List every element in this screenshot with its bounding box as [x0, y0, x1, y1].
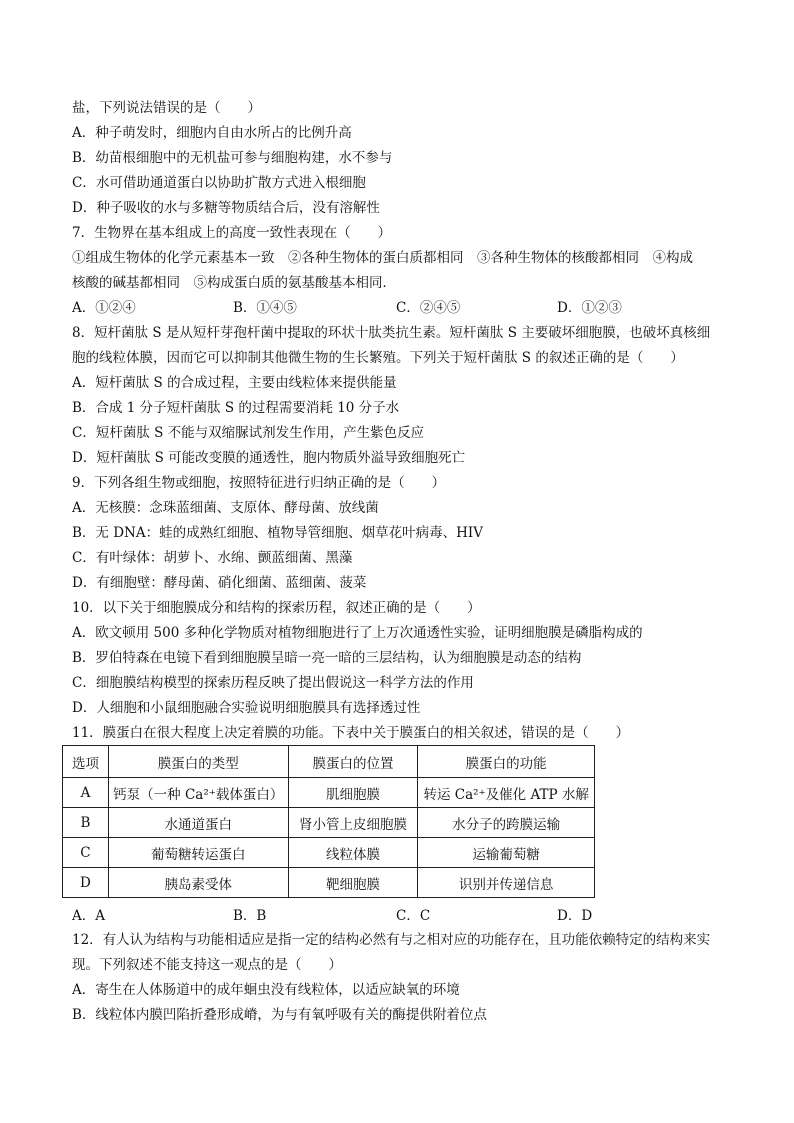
q8-option-c: C．短杆菌肽 S 不能与双缩脲试剂发生作用，产生紫色反应 — [72, 425, 425, 441]
q10-option-a: A．欧文顿用 500 多种化学物质对植物细胞进行了上万次通透性实验，证明细胞膜是磷脂构成的 — [72, 625, 643, 641]
q7-option-b: B．①④⑤ — [233, 300, 297, 316]
q7-stem: 7．生物界在基本组成上的高度一致性表现在（ ） — [72, 225, 392, 241]
q9-stem: 9．下列各组生物或细胞，按照特征进行归纳正确的是（ ） — [72, 475, 446, 491]
q7-option-d: D．①②③ — [557, 300, 622, 316]
q12-stem-2: 现。下列叙述不能支持这一观点的是（ ） — [72, 957, 342, 973]
q12-option-a: A．寄生在人体肠道中的成年蛔虫没有线粒体，以适应缺氧的环境 — [72, 982, 460, 998]
table-header-cell: 膜蛋白的位置 — [288, 746, 418, 778]
q6-option-b: B．幼苗根细胞中的无机盐可参与细胞构建，水不参与 — [72, 150, 393, 166]
q9-option-d: D．有细胞壁：酵母菌、硝化细菌、蓝细菌、菠菜 — [72, 575, 367, 591]
q10-stem: 10．以下关于细胞膜成分和结构的探索历程，叙述正确的是（ ） — [72, 600, 481, 616]
table-cell: 钙泵（一种 Ca²⁺载体蛋白） — [108, 778, 288, 808]
q8-option-b: B．合成 1 分子短杆菌肽 S 的过程需要消耗 10 分子水 — [72, 400, 400, 416]
q11-option-c: C．C — [396, 908, 431, 924]
q7-option-c: C．②④⑤ — [396, 300, 461, 316]
table-cell: 水通道蛋白 — [108, 808, 288, 838]
table-cell: 葡萄糖转运蛋白 — [108, 838, 288, 868]
q7-statements-1: ①组成生物体的化学元素基本一致 ②各种生物体的蛋白质都相同 ③各种生物体的核酸都相同 ④构成 — [72, 250, 693, 266]
table-header-cell: 选项 — [63, 746, 109, 778]
q8-stem-1: 8．短杆菌肽 S 是从短杆芽孢杆菌中提取的环状十肽类抗生素。短杆菌肽 S 主要破坏细胞膜，也破坏真核细 — [72, 325, 711, 341]
table-row — [63, 868, 595, 898]
table-cell: 线粒体膜 — [288, 838, 418, 868]
table-row — [63, 838, 595, 868]
table-cell: 识别并传递信息 — [418, 868, 595, 898]
q9-option-b: B．无 DNA：蛙的成熟红细胞、植物导管细胞、烟草花叶病毒、HIV — [72, 525, 483, 541]
q8-option-a: A．短杆菌肽 S 的合成过程，主要由线粒体来提供能量 — [72, 375, 397, 391]
membrane-protein-table — [62, 745, 595, 898]
table-cell: 胰岛素受体 — [108, 868, 288, 898]
q11-option-b: B．B — [233, 908, 267, 924]
table-cell: D — [63, 868, 109, 898]
table-cell: B — [63, 808, 109, 838]
table-header-row — [63, 746, 595, 778]
q6-option-d: D．种子吸收的水与多糖等物质结合后，没有溶解性 — [72, 200, 380, 216]
q6-option-a: A．种子萌发时，细胞内自由水所占的比例升高 — [72, 125, 352, 141]
q10-option-d: D．人细胞和小鼠细胞融合实验说明细胞膜具有选择透过性 — [72, 700, 421, 716]
q7-statements-2: 核酸的碱基都相同 ⑤构成蛋白质的氨基酸基本相同． — [72, 275, 396, 291]
table-cell: 肾小管上皮细胞膜 — [288, 808, 418, 838]
q7-option-a: A．①②④ — [72, 300, 136, 316]
table-cell: 水分子的跨膜运输 — [418, 808, 595, 838]
table-cell: 运输葡萄糖 — [418, 838, 595, 868]
q11-stem: 11．膜蛋白在很大程度上决定着膜的功能。下表中关于膜蛋白的相关叙述，错误的是（ ） — [72, 725, 630, 741]
table-cell: 转运 Ca²⁺及催化 ATP 水解 — [418, 778, 595, 808]
table-header-cell: 膜蛋白的类型 — [108, 746, 288, 778]
q8-option-d: D．短杆菌肽 S 可能改变膜的通透性，胞内物质外溢导致细胞死亡 — [72, 450, 466, 466]
table-cell: 肌细胞膜 — [288, 778, 418, 808]
q9-option-a: A．无核膜：念珠蓝细菌、支原体、酵母菌、放线菌 — [72, 500, 379, 516]
table-cell: 靶细胞膜 — [288, 868, 418, 898]
q10-option-b: B．罗伯特森在电镜下看到细胞膜呈暗一亮一暗的三层结构，认为细胞膜是动态的结构 — [72, 650, 582, 666]
q8-stem-2: 胞的线粒体膜，因而它可以抑制其他微生物的生长繁殖。下列关于短杆菌肽 S 的叙述正确的是（ ） — [72, 350, 684, 366]
table-row — [63, 778, 595, 808]
q11-option-d: D．D — [557, 908, 593, 924]
q10-option-c: C．细胞膜结构模型的探索历程反映了提出假说这一科学方法的作用 — [72, 675, 474, 691]
q11-option-a: A．A — [72, 908, 105, 924]
q12-stem-1: 12．有人认为结构与功能相适应是指一定的结构必然有与之相对应的功能存在，且功能依赖特定的结构来实 — [72, 932, 711, 948]
q9-option-c: C．有叶绿体：胡萝卜、水绵、颤蓝细菌、黑藻 — [72, 550, 353, 566]
table-header-cell: 膜蛋白的功能 — [418, 746, 595, 778]
q12-option-b: B．线粒体内膜凹陷折叠形成嵴，为与有氧呼吸有关的酶提供附着位点 — [72, 1007, 487, 1023]
table-cell: C — [63, 838, 109, 868]
q6-stem-end: 盐，下列说法错误的是（ ） — [72, 100, 261, 116]
table-row — [63, 808, 595, 838]
q6-option-c: C．水可借助通道蛋白以协助扩散方式进入根细胞 — [72, 175, 366, 191]
table-cell: A — [63, 778, 109, 808]
